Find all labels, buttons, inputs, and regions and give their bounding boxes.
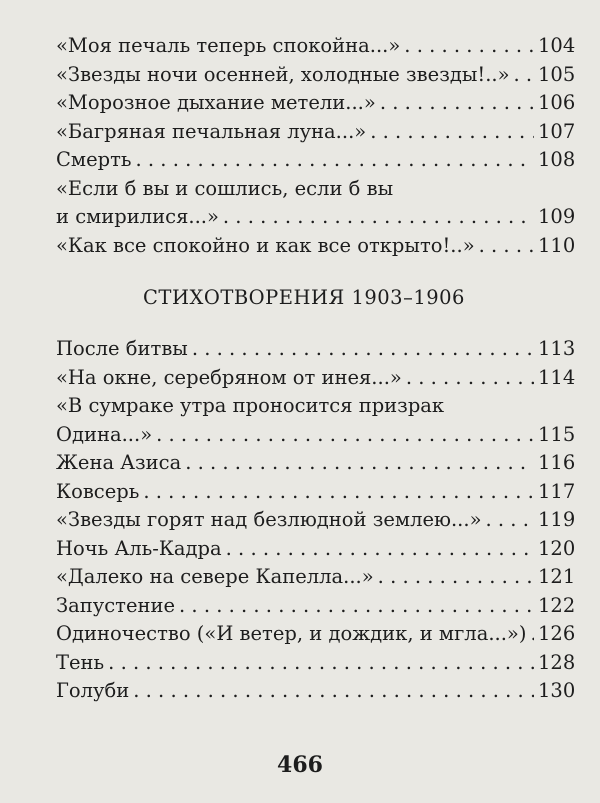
toc-entry-page: 107 (538, 119, 576, 143)
toc-entry-page: 116 (538, 451, 576, 474)
toc-entry-page: 120 (538, 536, 576, 560)
toc-entry-title-line1: «В сумраке утра проносится призрак (56, 394, 445, 417)
toc-entry (56, 335, 576, 364)
toc-entry (56, 32, 576, 61)
toc-entry-title: «Далеко на севере Капелла...» (56, 565, 374, 588)
dot-leader (156, 421, 534, 450)
toc-entry (56, 620, 576, 649)
dot-leader (380, 89, 534, 118)
toc-entry-title: «Морозное дыхание метели...» (56, 91, 376, 114)
toc-entry-page: 115 (538, 422, 576, 446)
toc-entry-title: Жена Азиса (56, 451, 182, 474)
toc-entry-page: 119 (538, 508, 576, 531)
dot-leader (136, 146, 534, 175)
toc-entry-page: 130 (538, 679, 576, 702)
dot-leader (404, 32, 534, 61)
toc-entry (56, 449, 576, 478)
toc-entry-title: «Моя печаль теперь спокойна...» (56, 34, 401, 57)
toc-entry-page: 113 (538, 337, 576, 360)
toc-entry-page: 128 (538, 650, 576, 674)
toc-entry-title: и смирилися...» (56, 205, 219, 228)
toc-list-bottom (56, 335, 576, 706)
toc-entry (56, 175, 576, 232)
toc-entry-title: «Звезды ночи осенней, холодные звезды!..» (56, 62, 510, 86)
toc-entry-title: «На окне, серебряном от инея...» (56, 365, 402, 389)
toc-entry-page: 121 (538, 565, 576, 588)
toc-entry (56, 649, 576, 678)
toc-entry-page: 117 (538, 479, 576, 503)
dot-leader (370, 118, 534, 147)
toc-entry-page: 108 (538, 148, 576, 171)
toc-entry-title: После битвы (56, 337, 188, 360)
toc-entry (56, 232, 576, 261)
toc-entry-title: Ковсерь (56, 479, 140, 503)
toc-entry (56, 146, 576, 175)
toc-entry-title: «Звезды горят над безлюдной землею...» (56, 508, 482, 531)
toc-entry-page: 122 (538, 593, 576, 617)
toc-entry (56, 364, 576, 393)
toc-entry (56, 677, 576, 706)
toc-entry-title: «Как все спокойно и как все открыто!..» (56, 233, 475, 257)
toc-entry-page: 104 (538, 34, 576, 57)
toc-entry-page: 105 (538, 62, 576, 86)
dot-leader (378, 563, 534, 592)
toc-entry-title: Одиночество («И ветер, и дождик, и мгла...») (56, 622, 527, 645)
toc-entry (56, 89, 576, 118)
toc-entry (56, 592, 576, 621)
toc-entry-title: Запустение (56, 593, 176, 617)
dot-leader (514, 61, 534, 90)
dot-leader (133, 677, 534, 706)
dot-leader (192, 335, 534, 364)
dot-leader (108, 649, 534, 678)
dot-leader (223, 203, 534, 232)
toc-entry-title-line1: «Если б вы и сошлись, если б вы (56, 176, 394, 200)
toc-entry-title: Голуби (56, 679, 130, 702)
dot-leader (185, 449, 534, 478)
toc-entry-page: 109 (538, 205, 576, 228)
toc-entry (56, 563, 576, 592)
dot-leader (406, 364, 534, 393)
toc-entry (56, 392, 576, 449)
toc-entry (56, 506, 576, 535)
toc-entry (56, 478, 576, 507)
toc-entry (56, 535, 576, 564)
page-number: 466 (277, 752, 323, 778)
toc-entry-page: 110 (538, 233, 576, 257)
toc-entry (56, 118, 576, 147)
toc-entry-title: Смерть (56, 148, 132, 171)
toc-entry-title: Одина...» (56, 422, 153, 446)
dot-leader (479, 232, 534, 261)
dot-leader (179, 592, 534, 621)
toc-entry-page: 106 (538, 91, 576, 114)
section-heading: СТИХОТВОРЕНИЯ 1903–1906 (143, 286, 465, 309)
toc-entry-page: 126 (538, 622, 576, 645)
toc-entry-title: Ночь Аль-Кадра (56, 536, 222, 560)
toc-list-top (56, 32, 576, 260)
dot-leader (486, 506, 534, 535)
dot-leader (143, 478, 534, 507)
toc-entry-title: Тень (56, 650, 105, 674)
toc-entry (56, 61, 576, 90)
dot-leader (226, 535, 534, 564)
toc-entry-page: 114 (538, 365, 576, 389)
dot-leader (530, 620, 534, 649)
toc-entry-title: «Багряная печальная луна...» (56, 119, 367, 143)
